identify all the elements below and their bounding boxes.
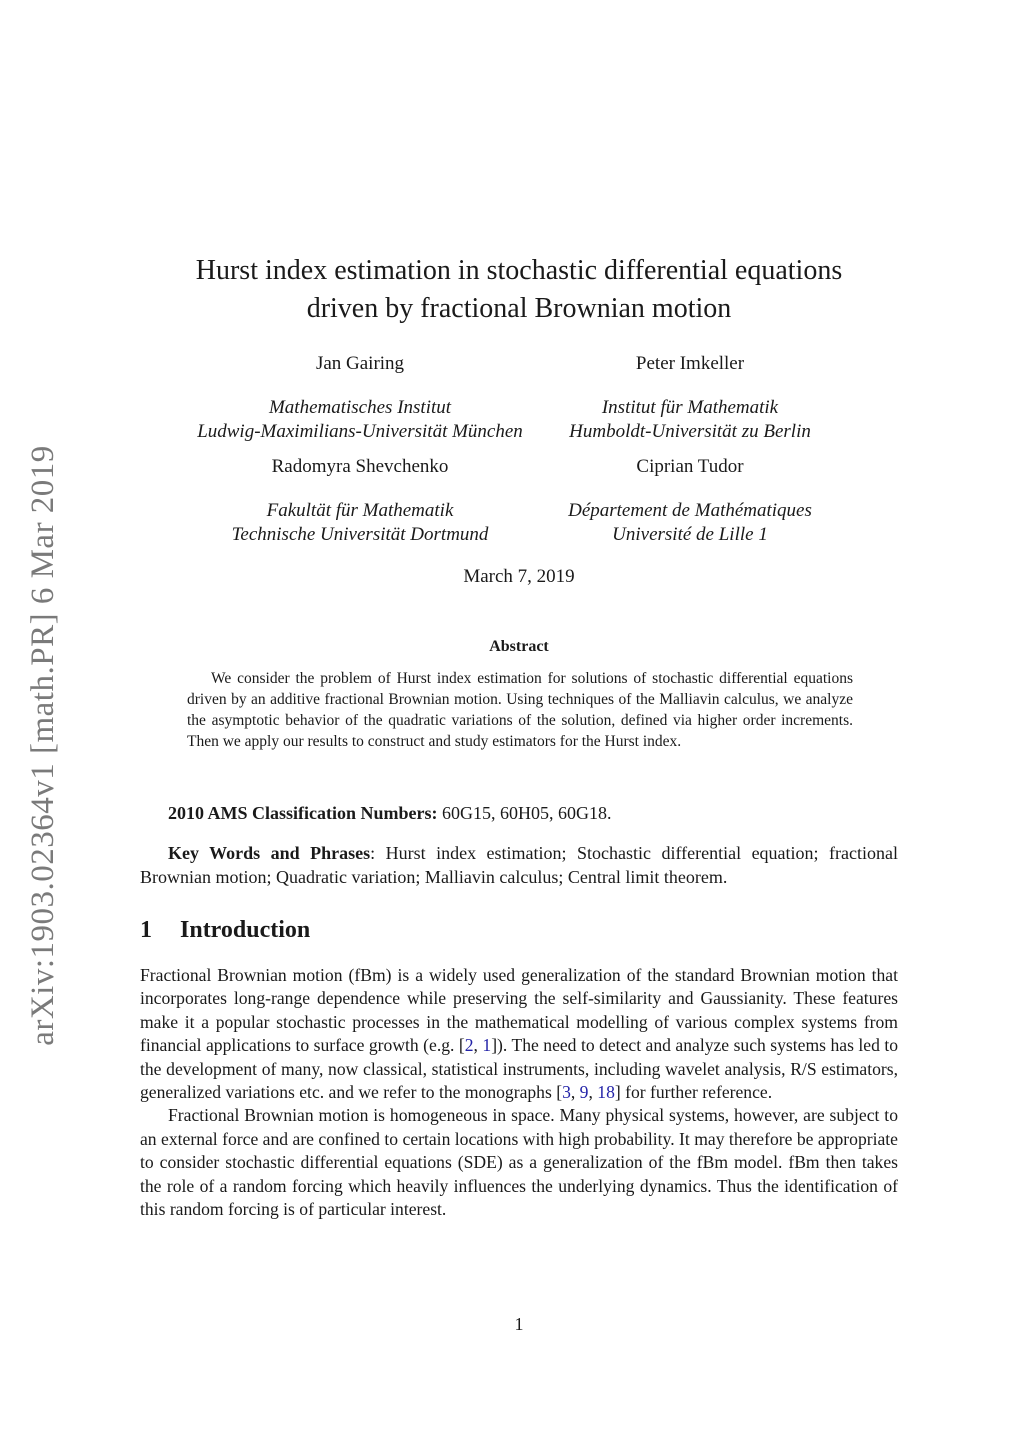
- author-4: [500, 455, 880, 547]
- paragraph-1-part-3: ] for further reference.: [614, 1082, 773, 1103]
- citation-link[interactable]: 3: [562, 1082, 571, 1103]
- arxiv-stamp: [18, 435, 68, 1055]
- section-title: Introduction: [180, 917, 311, 943]
- author-affiliation: [170, 396, 550, 444]
- paragraph-1: [140, 964, 898, 1104]
- section-body: [140, 964, 898, 1221]
- author-affiliation: [500, 396, 880, 444]
- author-affiliation: [170, 499, 550, 547]
- citation-separator: ,: [570, 1082, 580, 1103]
- affiliation-line-2: Université de Lille 1: [612, 524, 768, 545]
- paper-date: March 7, 2019: [463, 566, 575, 587]
- author-name: Ciprian Tudor: [636, 456, 744, 477]
- author-1: [170, 352, 550, 444]
- affiliation-line-2: Technische Universität Dortmund: [231, 524, 489, 545]
- paragraph-1-part-2: ]). The need to detect and analyze such systems has led to the development of many, now classical, statistical instruments, including wavelet analysis, R/S estimators, generalized variations etc. and we refer to the monographs [: [140, 1035, 899, 1103]
- ams-label: 2010 AMS Classification Numbers:: [168, 803, 438, 823]
- page-number: 1: [514, 1314, 524, 1334]
- paper-title: [140, 252, 898, 328]
- affiliation-line-1: Fakultät für Mathematik: [266, 500, 454, 521]
- affiliation-line-2: Ludwig-Maximilians-Universität München: [197, 421, 523, 442]
- author-name: Radomyra Shevchenko: [271, 456, 449, 477]
- affiliation-line-1: Département de Mathématiques: [568, 500, 812, 521]
- affiliation-line-1: Institut für Mathematik: [601, 397, 779, 418]
- section-number: 1: [140, 917, 152, 943]
- author-name: Jan Gairing: [315, 353, 405, 374]
- author-name: Peter Imkeller: [635, 353, 745, 374]
- citation-separator: ,: [473, 1035, 483, 1056]
- title-line-1: Hurst index estimation in stochastic differential equations: [195, 255, 843, 286]
- keywords: [140, 841, 898, 889]
- affiliation-line-1: Mathematisches Institut: [268, 397, 452, 418]
- keywords-label: Key Words and Phrases: [168, 843, 371, 863]
- citation-link[interactable]: 1: [482, 1035, 492, 1056]
- section-heading: [140, 917, 898, 944]
- author-affiliation: [500, 499, 880, 547]
- arxiv-stamp-text: arXiv:1903.02364v1 [math.PR] 6 Mar 2019: [24, 444, 61, 1046]
- citation-link[interactable]: 2: [464, 1035, 474, 1056]
- citation-separator: ,: [588, 1082, 598, 1103]
- paragraph-2: Fractional Brownian motion is homogeneous in space. Many physical systems, however, are subject to an external force and are confined to certain locations with high probability. It may therefore be appropriate to consider stochastic differential equations (SDE) as a generalization of the fBm model. fBm then takes the role of a random forcing which heavily influences the underlying dynamics. Thus the identification of this random forcing is of particular interest.: [140, 1105, 898, 1220]
- title-line-2: driven by fractional Brownian motion: [306, 293, 732, 324]
- paragraph-1-part-1: Fractional Brownian motion (fBm) is a widely used generalization of the standard Brownian motion that incorporates long-range dependence while preserving the self-similarity and Gaussianity. These features make it a popular stochastic processes in the mathematical modelling of various complex systems from financial applications to surface growth (e.g. [: [140, 965, 898, 1056]
- abstract-heading: Abstract: [489, 638, 549, 655]
- keywords-value: : Hurst index estimation; Stochastic differential equation; fractional Brownian motion; Quadratic variation; Malliavin calculus; Central limit theorem.: [140, 843, 898, 887]
- citation-link[interactable]: 9: [579, 1082, 589, 1103]
- ams-value: 60G15, 60H05, 60G18.: [442, 803, 612, 823]
- affiliation-line-2: Humboldt-Universität zu Berlin: [569, 421, 811, 442]
- citation-link[interactable]: 18: [597, 1082, 615, 1103]
- ams-classification: [168, 803, 908, 824]
- author-2: [500, 352, 880, 444]
- abstract-text: We consider the problem of Hurst index estimation for solutions of stochastic differential equations driven by an additive fractional Brownian motion. Using techniques of the Malliavin calculus, we analyze the asymptotic behavior of the quadratic variations of the solution, defined via higher order increments. Then we apply our results to construct and study estimators for the Hurst index.: [187, 670, 853, 750]
- author-3: [170, 455, 550, 547]
